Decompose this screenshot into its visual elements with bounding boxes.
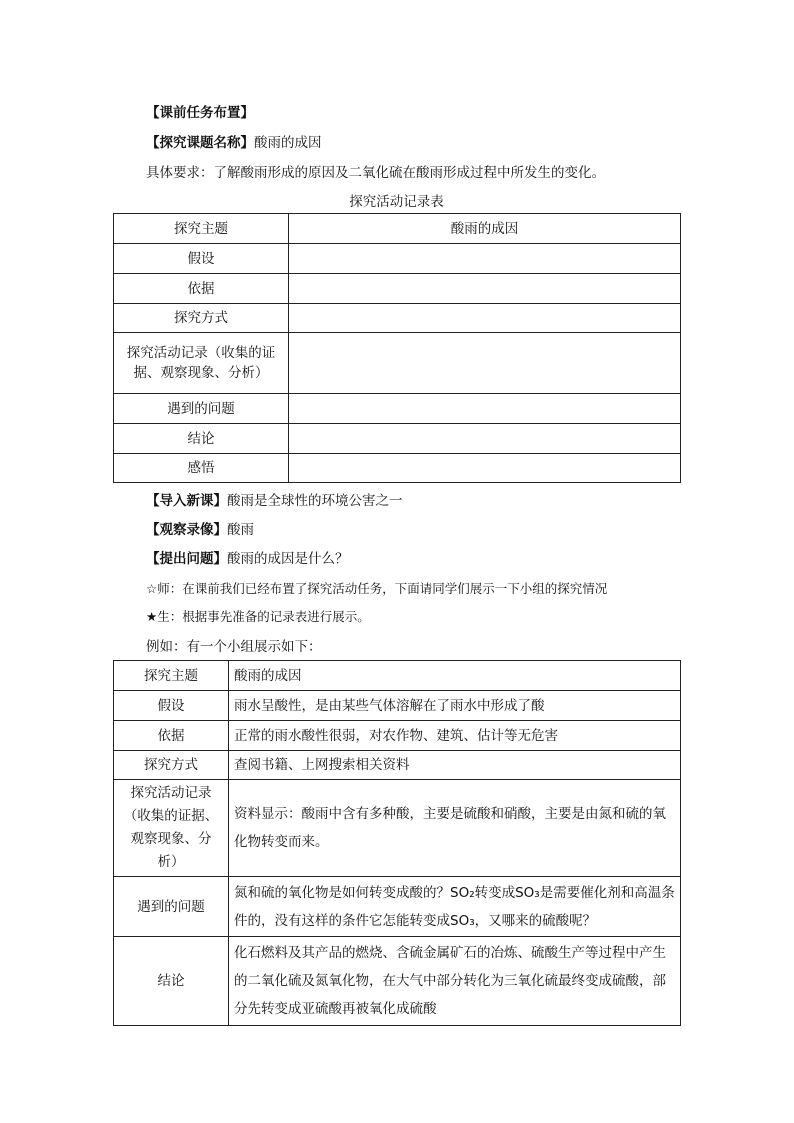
record-row-label: 感悟 [114,454,289,483]
record-row-label: 结论 [114,424,289,454]
record-row-label: 探究方式 [114,304,289,333]
example-row [114,937,681,1026]
record-row-label: 假设 [114,244,289,274]
record-row-blank[interactable] [289,454,681,483]
record-row [114,274,681,304]
example-row-value: 雨水呈酸性，是由某些气体溶解在了雨水中形成了酸 [229,691,681,721]
example-row-value: 酸雨的成因 [229,661,681,691]
example-row-label: 探究活动记录（收集的证据、观察现象、分析） [114,780,229,877]
video-value: 酸雨 [227,522,254,538]
question-line [146,549,349,569]
task-heading: 【课前任务布置】 [146,105,254,121]
record-table-header-row [114,214,681,244]
example-row-value: 化石燃料及其产品的燃烧、含硫金属矿石的冶炼、硫酸生产等过程中产生的二氧化硫及氮氧化物，在大气中部分转化为三氧化硫最终变成硫酸，部分先转变成亚硫酸再被氧化成硫酸 [229,937,681,1026]
record-row-blank[interactable] [289,274,681,304]
record-row-blank[interactable] [289,394,681,424]
question-label: 【提出问题】 [146,551,227,567]
record-table-caption: 探究活动记录表 [349,194,444,210]
example-row [114,780,681,877]
video-line [146,520,254,540]
record-row [114,244,681,274]
record-row [114,424,681,454]
example-row-value: 查阅书籍、上网搜索相关资料 [229,751,681,780]
intro-label: 【导入新课】 [146,493,227,509]
example-row-label: 依据 [114,721,229,751]
example-table [113,660,681,1026]
example-row [114,691,681,721]
example-row-value: 资料显示：酸雨中含有多种酸，主要是硫酸和硝酸，主要是由氮和硫的氧化物转变而来。 [229,780,681,877]
record-row-label: 依据 [114,274,289,304]
example-intro: 例如：有一个小组展示如下： [146,639,322,655]
topic-label: 【探究课题名称】 [146,135,254,151]
example-row-value: 氮和硫的氧化物是如何转变成酸的？SO₂转变成SO₃是需要催化剂和高温条件的，没有这样的条件它怎能转变成SO₃，又哪来的硫酸呢？ [229,877,681,937]
example-row-label: 探究主题 [114,661,229,691]
record-table [113,213,681,483]
student-line: ★生：根据事先准备的记录表进行展示。 [146,609,370,624]
teacher-line: ☆师：在课前我们已经布置了探究活动任务，下面请同学们展示一下小组的探究情况 [146,581,608,596]
example-row-label: 结论 [114,937,229,1026]
example-row [114,721,681,751]
intro-line [146,491,403,511]
record-row-blank[interactable] [289,333,681,394]
example-row [114,877,681,937]
example-row [114,661,681,691]
record-row [114,394,681,424]
video-label: 【观察录像】 [146,522,227,538]
topic-value: 酸雨的成因 [254,135,322,151]
example-row-value: 正常的雨水酸性很弱，对农作物、建筑、估计等无危害 [229,721,681,751]
topic-line [146,133,322,153]
record-row-blank[interactable] [289,304,681,333]
record-row-blank[interactable] [289,424,681,454]
requirement-text: 具体要求：了解酸雨形成的原因及二氧化硫在酸雨形成过程中所发生的变化。 [146,165,605,181]
example-row-label: 假设 [114,691,229,721]
record-row-blank[interactable] [289,244,681,274]
record-row [114,304,681,333]
record-row [114,454,681,483]
intro-value: 酸雨是全球性的环境公害之一 [227,493,403,509]
example-row [114,751,681,780]
record-header-label: 探究主题 [114,214,289,244]
question-value: 酸雨的成因是什么？ [227,551,349,567]
example-row-label: 探究方式 [114,751,229,780]
record-row-label: 遇到的问题 [114,394,289,424]
record-row-label: 探究活动记录（收集的证据、观察现象、分析） [114,333,289,394]
record-header-value: 酸雨的成因 [289,214,681,244]
example-row-label: 遇到的问题 [114,877,229,937]
record-row [114,333,681,394]
